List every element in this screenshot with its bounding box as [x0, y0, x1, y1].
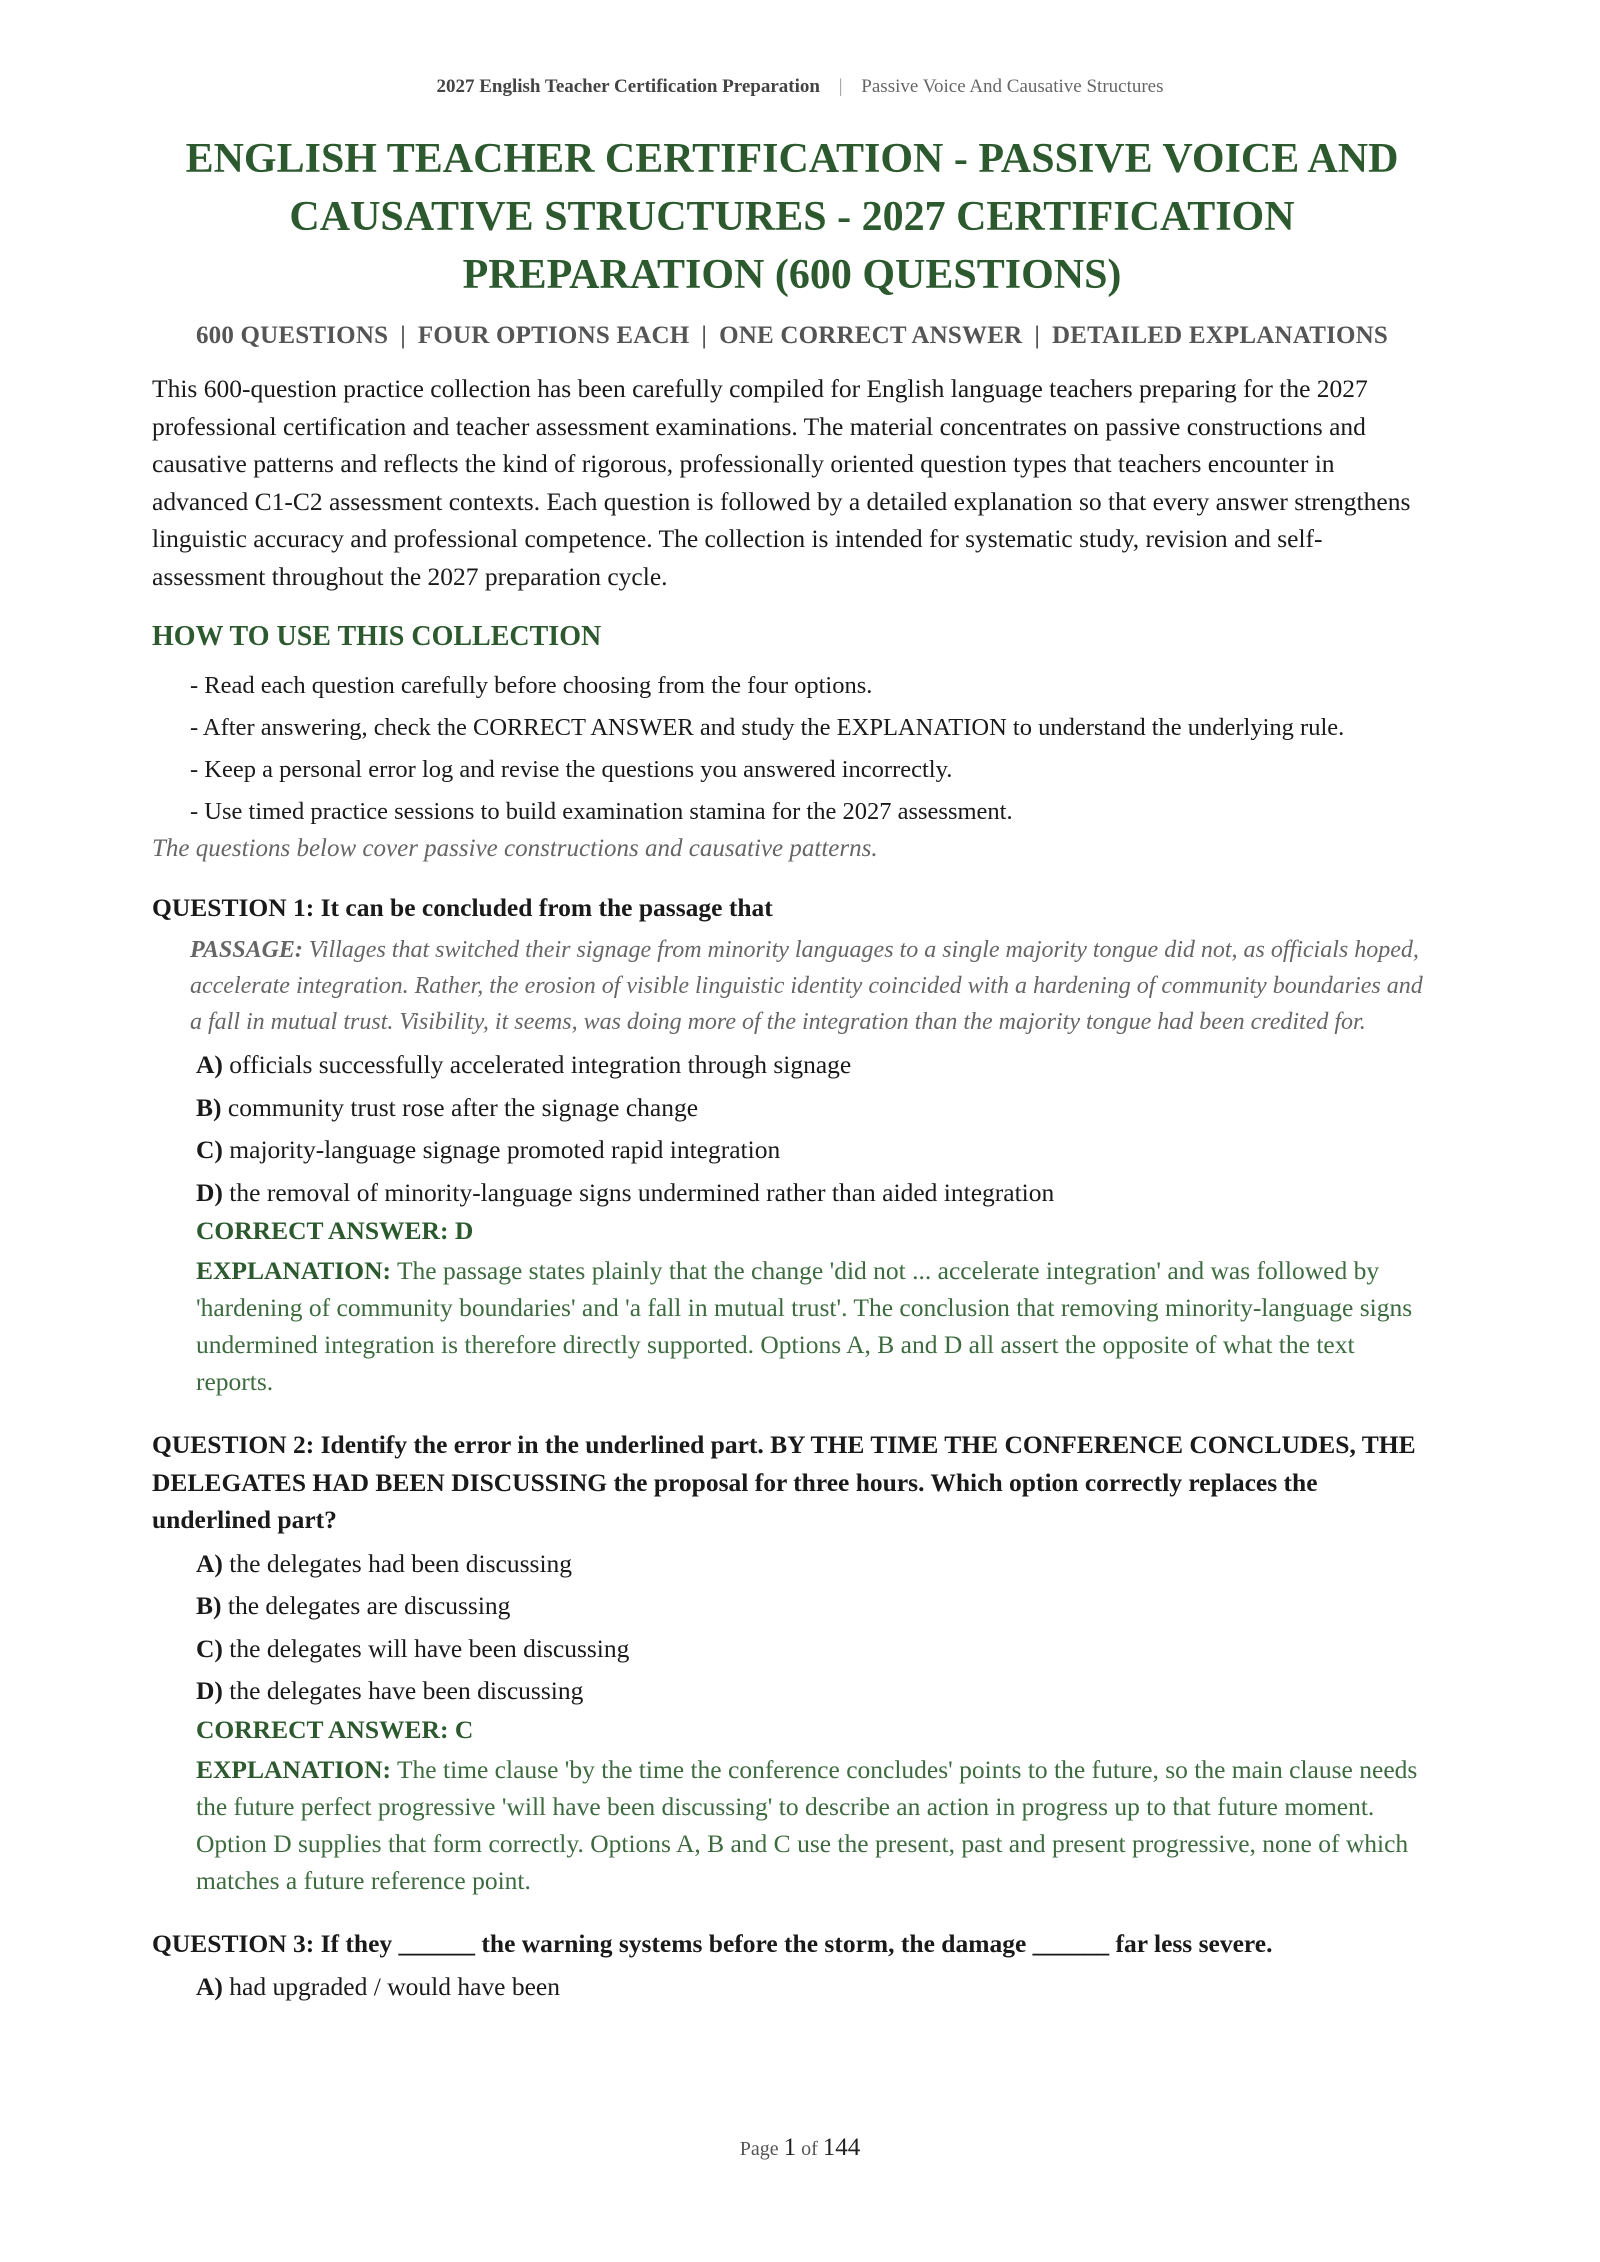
option-text: the delegates are discussing	[227, 1591, 511, 1620]
option-text: the delegates have been discussing	[229, 1676, 584, 1705]
page-prefix: Page	[739, 2138, 779, 2160]
current-page-number: 1	[783, 2134, 797, 2161]
option-label: A)	[196, 1548, 223, 1578]
correct-answer: CORRECT ANSWER: D	[196, 1216, 474, 1245]
explanation	[152, 1252, 1432, 1400]
option-text: the delegates had been discussing	[229, 1548, 573, 1578]
option-text: officials successfully accelerated integration through signage	[229, 1050, 852, 1079]
option-label: B)	[196, 1591, 222, 1620]
subtitle-item: 600 QUESTIONS	[195, 322, 389, 349]
explanation-label: EXPLANATION:	[196, 1256, 392, 1285]
subtitle-separator: |	[400, 322, 406, 349]
passage-label: PASSAGE:	[190, 937, 303, 963]
option-text: majority-language signage promoted rapid integration	[229, 1135, 781, 1164]
option-label: C)	[196, 1135, 223, 1164]
option-c	[196, 1131, 1432, 1168]
subtitle-separator: |	[1034, 322, 1041, 349]
usage-item: - After answering, check the CORRECT ANSWER and study the EXPLANATION to understand the underlying rule.	[190, 713, 1345, 741]
running-header	[0, 76, 1600, 98]
option-label: A)	[196, 1050, 223, 1079]
usage-item: - Read each question carefully before choosing from the four options.	[190, 671, 873, 699]
intro-paragraph: This 600-question practice collection has been carefully compiled for English language teachers preparing for the 2027 professional certification and teacher assessment examinations. The material concentrates on passive constructions and causative patterns and reflects the kind of rigorous, professionally oriented question types that teachers encounter in advanced C1-C2 assessment contexts. Each question is followed by a detailed explanation so that every answer strengthens linguistic accuracy and professional competence. The collection is intended for systematic study, revision and self-assessment throughout the 2027 preparation cycle.	[152, 374, 1411, 591]
question-stem: QUESTION 3: If they ______ the warning systems before the storm, the damage ______ far less severe.	[152, 1928, 1273, 1958]
document-subtitle	[152, 322, 1432, 350]
explanation-text: The time clause 'by the time the conference concludes' points to the future, so the main clause needs the future perfect progressive 'will have been discussing' to describe an action in progress up to that future moment. Option D supplies that form correctly. Options A, B and C use the present, past and present progressive, none of which matches a future reference point.	[196, 1754, 1418, 1895]
option-label: D)	[196, 1676, 223, 1705]
question-2	[152, 1426, 1432, 1899]
subtitle-item: FOUR OPTIONS EACH	[417, 322, 690, 349]
page-footer	[0, 2134, 1600, 2162]
option-a	[196, 1545, 1432, 1582]
option-a	[196, 1968, 1432, 2005]
answer-options	[152, 1046, 1432, 1211]
option-label: C)	[196, 1633, 223, 1663]
option-text: community trust rose after the signage change	[227, 1092, 699, 1122]
subtitle-item: ONE CORRECT ANSWER	[719, 322, 1023, 349]
header-right: Passive Voice And Causative Structures	[861, 76, 1164, 97]
question-stem: QUESTION 1: It can be concluded from the passage that	[152, 892, 773, 922]
how-to-heading: HOW TO USE THIS COLLECTION	[152, 620, 602, 652]
header-separator: |	[838, 76, 843, 97]
option-label: B)	[196, 1092, 222, 1122]
answer-options	[152, 1968, 1432, 2005]
passage-text: Villages that switched their signage from minority languages to a single majority tongue did not, as officials hoped, accelerate integration. Rather, the erosion of visible linguistic identity coincided with a hardening of community boundaries and a fall in mutual trust. Visibility, it seems, was doing more of the integration than the majority tongue had been credited for.	[190, 937, 1423, 1035]
total-pages: 144	[822, 2134, 861, 2161]
option-b	[196, 1089, 1432, 1126]
option-label: A)	[196, 1972, 223, 2001]
option-b	[196, 1587, 1432, 1624]
header-left: 2027 English Teacher Certification Preparation	[436, 76, 820, 97]
question-3	[152, 1925, 1432, 2006]
usage-list	[152, 667, 1432, 830]
option-a	[196, 1046, 1432, 1083]
subtitle-separator: |	[701, 322, 708, 349]
reading-passage	[152, 932, 1432, 1040]
coverage-note: The questions below cover passive constructions and causative patterns.	[152, 834, 878, 862]
option-d	[196, 1672, 1432, 1709]
option-d	[196, 1174, 1432, 1211]
page-of: of	[801, 2138, 818, 2160]
answer-options	[152, 1545, 1432, 1710]
question-1	[152, 889, 1432, 1401]
correct-answer: CORRECT ANSWER: C	[196, 1714, 474, 1744]
option-text: the removal of minority-language signs undermined rather than aided integration	[229, 1177, 1055, 1207]
usage-item: - Keep a personal error log and revise the questions you answered incorrectly.	[190, 755, 953, 783]
explanation	[152, 1751, 1432, 1899]
option-text: the delegates will have been discussing	[229, 1633, 630, 1663]
page-content	[152, 130, 1432, 2011]
question-stem: QUESTION 2: Identify the error in the underlined part. BY THE TIME THE CONFERENCE CONCLUDES, THE DELEGATES HAD BEEN DISCUSSING the proposal for three hours. Which option correctly replaces the underlined part?	[152, 1430, 1416, 1534]
explanation-label: EXPLANATION:	[196, 1754, 392, 1784]
document-title: ENGLISH TEACHER CERTIFICATION - PASSIVE VOICE AND CAUSATIVE STRUCTURES - 2027 CERTIFICATION PREPARATION (600 QUESTIONS)	[185, 136, 1399, 298]
option-text: had upgraded / would have been	[229, 1972, 560, 2001]
usage-item: - Use timed practice sessions to build examination stamina for the 2027 assessment.	[190, 797, 1013, 825]
subtitle-item: DETAILED EXPLANATIONS	[1052, 322, 1389, 349]
option-c	[196, 1630, 1432, 1667]
option-label: D)	[196, 1177, 223, 1207]
explanation-text: The passage states plainly that the change 'did not ... accelerate integration' and was followed by 'hardening of community boundaries' and 'a fall in mutual trust'. The conclusion that removing minority-language signs undermined integration is therefore directly supported. Options A, B and D all assert the opposite of what the text reports.	[196, 1256, 1413, 1396]
